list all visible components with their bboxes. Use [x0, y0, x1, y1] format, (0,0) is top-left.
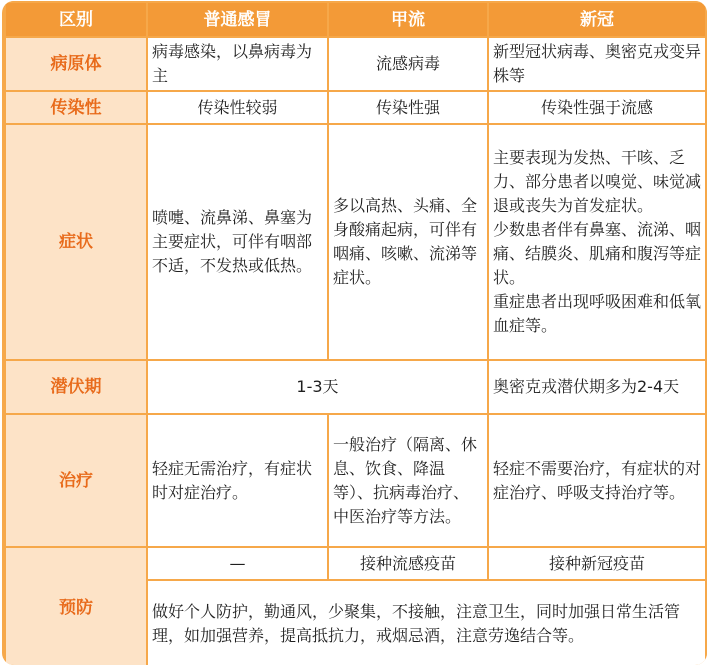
cell-treatment-covid: 轻症不需要治疗，有症状的对症治疗、呼吸支持治疗等。 — [488, 414, 706, 547]
header-influenza-a: 甲流 — [328, 2, 488, 37]
cell-pathogen-covid: 新型冠状病毒、奥密克戎变异株等 — [488, 37, 706, 91]
row-treatment — [5, 414, 706, 547]
cell-symptoms-flu: 多以高热、头痛、全身酸痛起病，可伴有咽痛、咳嗽、流涕等症状。 — [328, 124, 488, 360]
header-difference: 区别 — [5, 2, 147, 37]
cell-pathogen-cold: 病毒感染，以鼻病毒为主 — [147, 37, 328, 91]
covid-symptoms-severe: 重症患者出现呼吸困难和低氧血症等。 — [493, 292, 702, 335]
cell-symptoms-covid — [488, 124, 706, 360]
label-symptoms: 症状 — [5, 124, 147, 360]
row-incubation — [5, 360, 706, 414]
comparison-table-frame — [2, 1, 707, 665]
cell-incubation-cold-flu: 1-3天 — [147, 360, 488, 414]
label-contagion: 传染性 — [5, 91, 147, 124]
cell-prevention-common: 做好个人防护，勤通风，少聚集，不接触，注意卫生，同时加强日常生活管理，如加强营养，提高抵抗力，戒烟忌酒，注意劳逸结合等。 — [147, 580, 706, 665]
covid-symptoms-minor: 少数患者伴有鼻塞、流涕、咽痛、结膜炎、肌痛和腹泻等症状。 — [493, 220, 702, 287]
label-treatment: 治疗 — [5, 414, 147, 547]
header-covid: 新冠 — [488, 2, 706, 37]
cell-symptoms-cold: 喷嚏、流鼻涕、鼻塞为主要症状，可伴有咽部不适，不发热或低热。 — [147, 124, 328, 360]
cell-prevention-cold: — — [147, 547, 328, 580]
row-pathogen — [5, 37, 706, 91]
label-incubation: 潜伏期 — [5, 360, 147, 414]
header-row — [5, 2, 706, 37]
cell-contagion-covid: 传染性强于流感 — [488, 91, 706, 124]
header-common-cold: 普通感冒 — [147, 2, 328, 37]
cell-treatment-flu: 一般治疗（隔离、休息、饮食、降温等）、抗病毒治疗、中医治疗等方法。 — [328, 414, 488, 547]
cell-pathogen-flu: 流感病毒 — [328, 37, 488, 91]
label-prevention: 预防 — [5, 547, 147, 665]
cell-treatment-cold: 轻症无需治疗，有症状时对症治疗。 — [147, 414, 328, 547]
cell-contagion-flu: 传染性强 — [328, 91, 488, 124]
row-symptoms — [5, 124, 706, 360]
cell-prevention-flu: 接种流感疫苗 — [328, 547, 488, 580]
label-pathogen: 病原体 — [5, 37, 147, 91]
comparison-table — [4, 1, 707, 665]
row-prevention-vaccine — [5, 547, 706, 580]
row-contagion — [5, 91, 706, 124]
cell-contagion-cold: 传染性较弱 — [147, 91, 328, 124]
covid-symptoms-main: 主要表现为发热、干咳、乏力、部分患者以嗅觉、味觉减退或丧失为首发症状。 — [493, 148, 702, 215]
cell-prevention-covid: 接种新冠疫苗 — [488, 547, 706, 580]
cell-incubation-covid: 奥密克戎潜伏期多为2-4天 — [488, 360, 706, 414]
